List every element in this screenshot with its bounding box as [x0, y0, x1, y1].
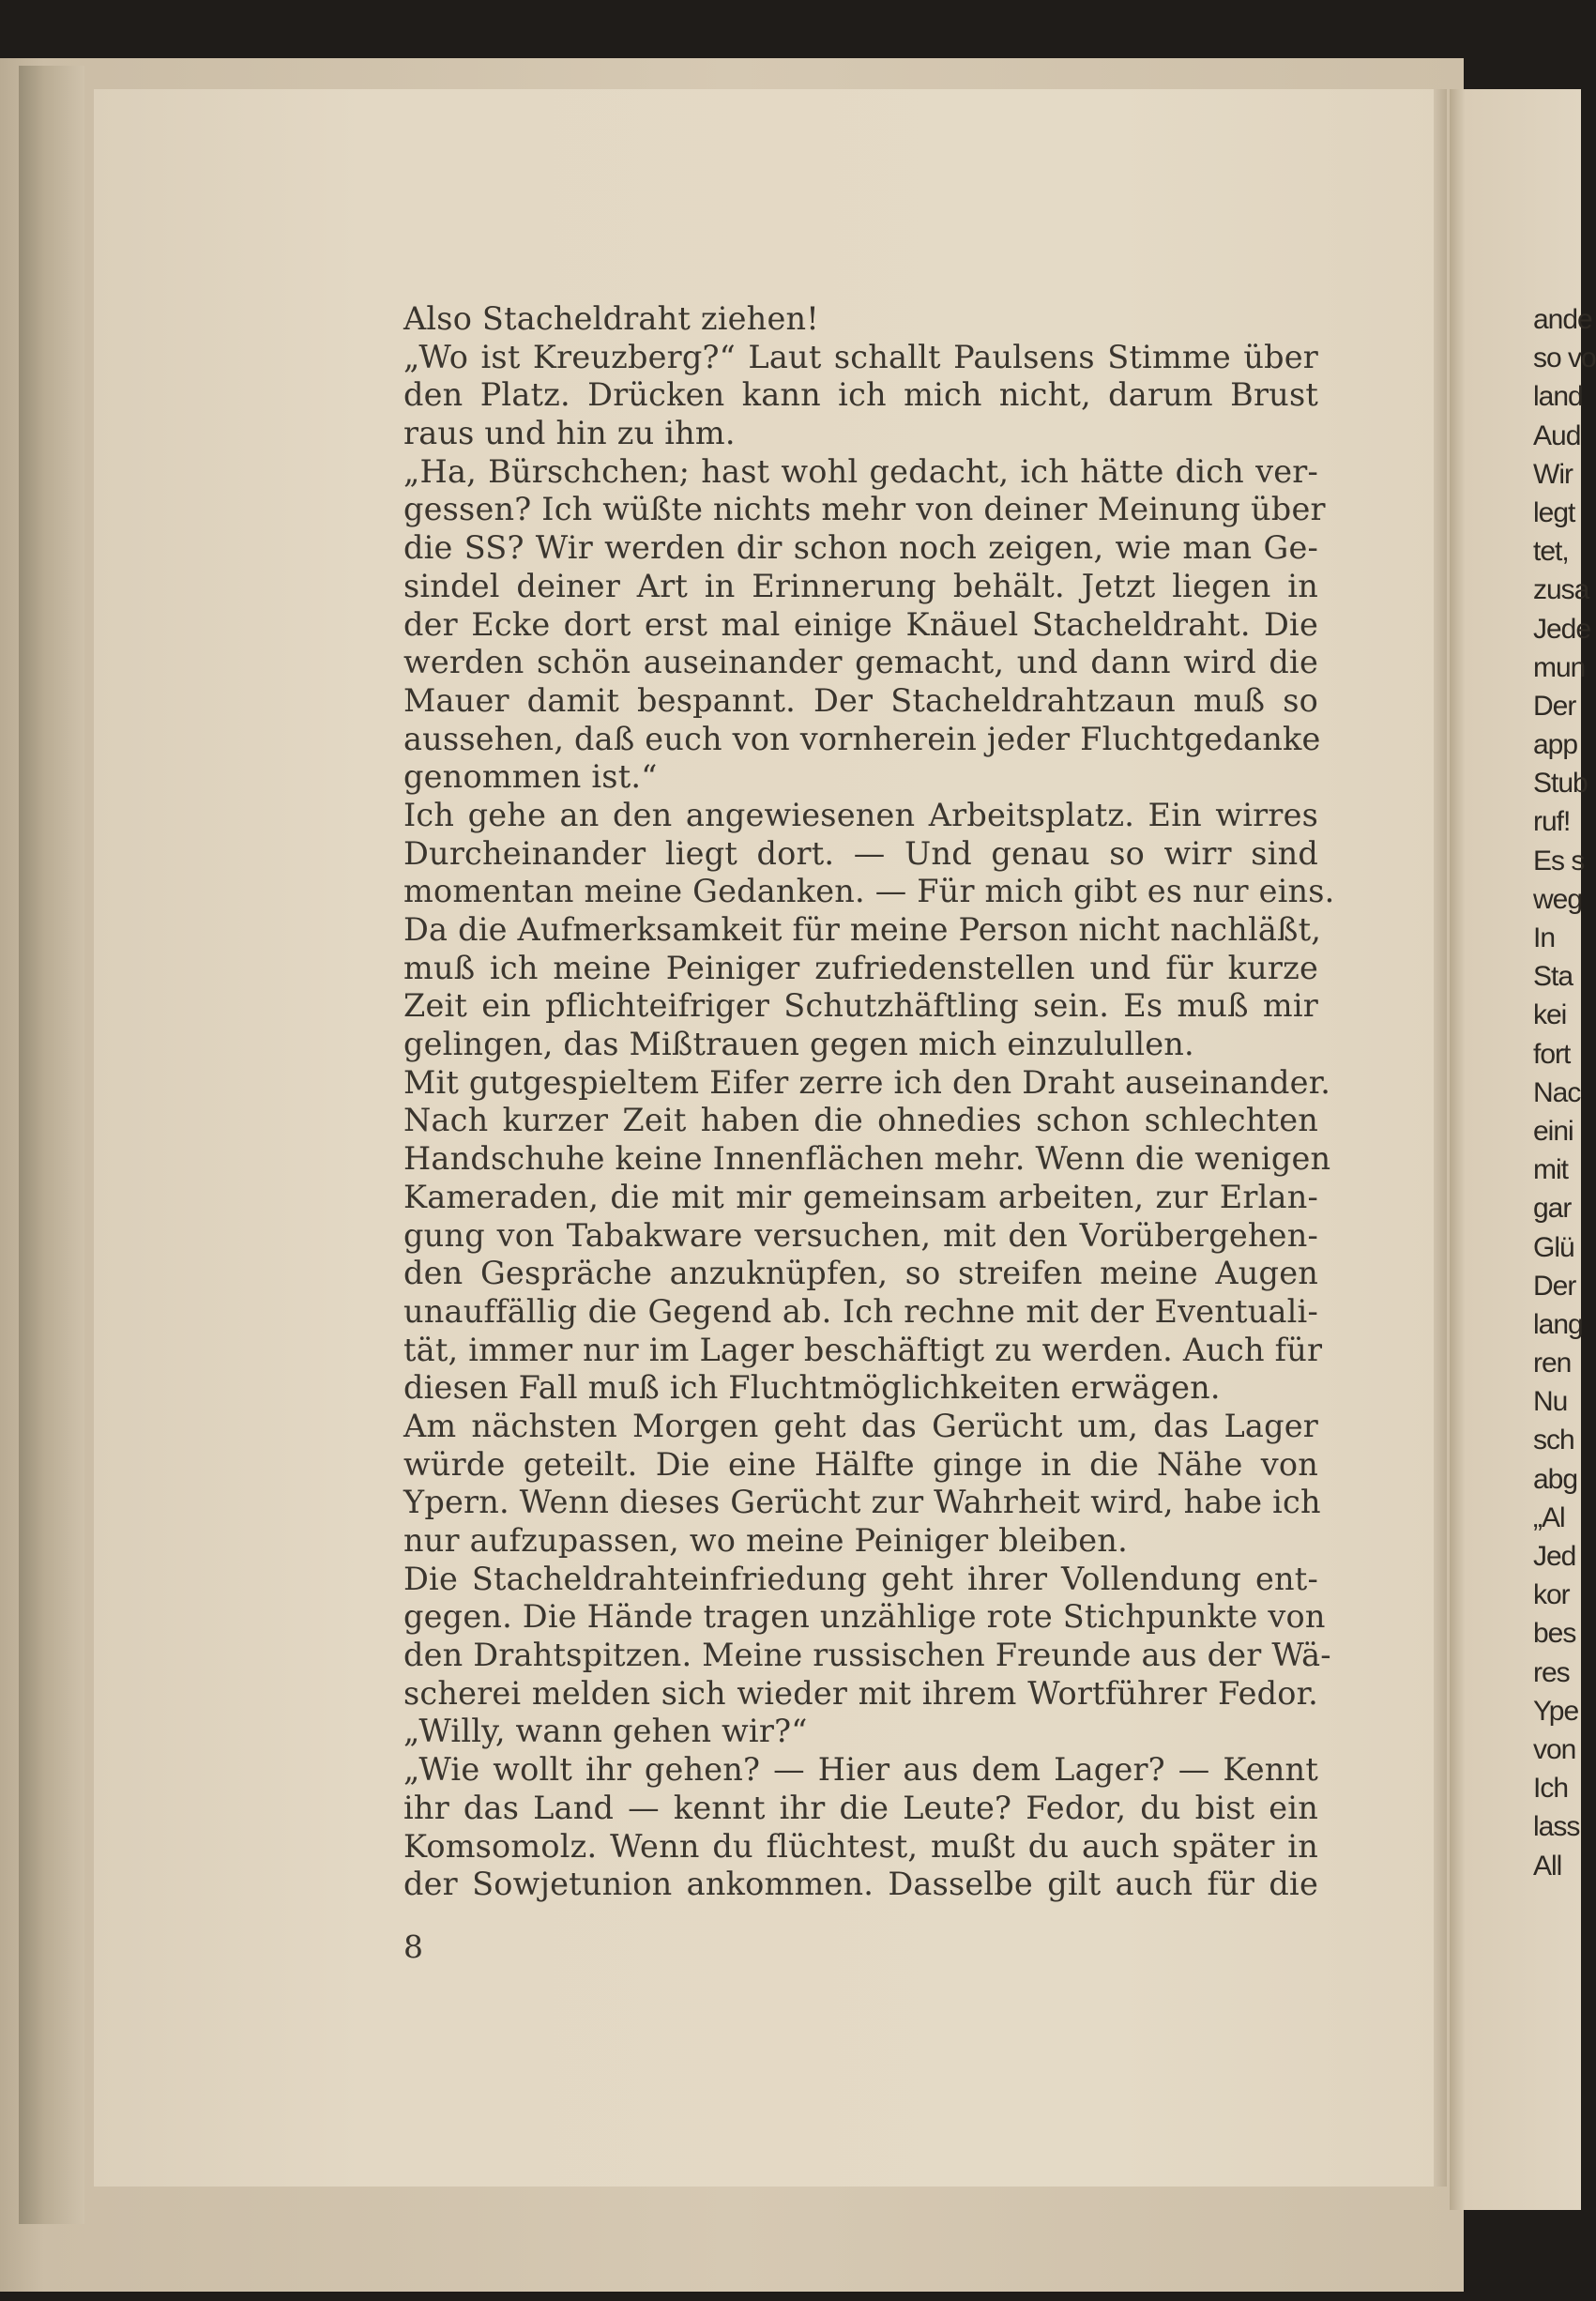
facing-page-fragment: kor [1533, 1579, 1570, 1611]
facing-page-fragment: ruf! [1533, 806, 1571, 838]
facing-page-fragment: zusa [1533, 574, 1589, 606]
facing-page-fragment: fort [1533, 1038, 1571, 1070]
facing-page-fragment: tet, [1533, 536, 1569, 568]
text-line: unauffällig die Gegend ab. Ich rechne mit der Eventuali- [403, 1292, 1318, 1330]
facing-page-fragment: Wir [1533, 458, 1573, 490]
text-line: gegen. Die Hände tragen unzählige rote Stichpunkte von [403, 1598, 1326, 1636]
facing-page-fragment: Nac [1533, 1076, 1581, 1108]
text-line: „Willy, wann gehen wir?“ [403, 1713, 808, 1750]
facing-page-fragment: mit [1533, 1154, 1568, 1186]
facing-page-fragment: Glü [1533, 1231, 1574, 1263]
text-line: raus und hin zu ihm. [403, 415, 736, 452]
facing-page-fragment: app [1533, 729, 1578, 761]
text-line: diesen Fall muß ich Fluchtmöglichkeiten erwägen. [403, 1369, 1221, 1407]
text-line: die SS? Wir werden dir schon noch zeigen, wie man Ge- [403, 529, 1318, 567]
text-line: Da die Aufmerksamkeit für meine Person nicht nachläßt, [403, 911, 1322, 948]
text-line: gung von Tabakware versuchen, mit den Vorübergehen- [403, 1216, 1318, 1254]
text-line: scherei melden sich wieder mit ihrem Wortführer Fedor. [403, 1674, 1318, 1712]
facing-page-fragment: kei [1533, 999, 1567, 1031]
facing-page-fragment: gar [1533, 1193, 1572, 1225]
text-line: „Wie wollt ihr gehen? — Hier aus dem Lager? — Kennt [403, 1751, 1318, 1789]
facing-page-fragment: abg [1533, 1463, 1578, 1495]
facing-page-fragment: Aud [1533, 419, 1581, 451]
text-line: würde geteilt. Die eine Hälfte ginge in die Nähe von [403, 1445, 1318, 1483]
text-line: „Ha, Bürschchen; hast wohl gedacht, ich hätte dich ver- [403, 452, 1318, 490]
page-gutter [1434, 89, 1447, 2187]
text-line: den Platz. Drücken kann ich mich nicht, darum Brust [403, 376, 1318, 414]
facing-page-fragment: ande [1533, 304, 1592, 335]
text-line: momentan meine Gedanken. — Für mich gibt es nur eins. [403, 873, 1335, 910]
facing-page-fragment: Stub [1533, 768, 1588, 800]
text-line: genommen ist.“ [403, 758, 658, 796]
text-line: Mit gutgespieltem Eifer zerre ich den Draht auseinander. [403, 1063, 1331, 1101]
text-line: nur aufzupassen, wo meine Peiniger bleiben. [403, 1522, 1128, 1559]
text-line: Durcheinander liegt dort. — Und genau so wirr sind [403, 834, 1318, 872]
facing-page-fragment: Jed [1533, 1541, 1576, 1572]
text-line: der Ecke dort erst mal einige Knäuel Stacheldraht. Die [403, 605, 1318, 643]
facing-page-fragment: Der [1533, 1270, 1576, 1302]
facing-page-fragment: Ype [1533, 1695, 1579, 1727]
binding-shadow [19, 66, 84, 2224]
facing-page-fragment: lang [1533, 1308, 1583, 1340]
facing-page-fragment: weg [1533, 883, 1583, 915]
facing-page-fragment: eini [1533, 1115, 1573, 1147]
facing-page-fragment: res [1533, 1656, 1570, 1688]
facing-page-text-fragments [1533, 300, 1596, 1885]
text-line: gessen? Ich wüßte nichts mehr von deiner Meinung über [403, 491, 1326, 528]
facing-page-fragment: von [1533, 1733, 1576, 1765]
facing-page-fragment: lass [1533, 1811, 1580, 1843]
text-line: Die Stacheldrahteinfriedung geht ihrer Vollendung ent- [403, 1560, 1318, 1597]
text-line: den Drahtspitzen. Meine russischen Freunde aus der Wä- [403, 1637, 1331, 1674]
text-line: muß ich meine Peiniger zufriedenstellen und für kurze [403, 949, 1318, 986]
text-line: den Gespräche anzuknüpfen, so streifen meine Augen [403, 1255, 1318, 1292]
text-line: sindel deiner Art in Erinnerung behält. Jetzt liegen in [403, 567, 1318, 604]
facing-page-fragment: Der [1533, 690, 1576, 722]
facing-page-fragment: legt [1533, 496, 1575, 528]
facing-page-fragment: so vo [1533, 343, 1596, 374]
facing-page-fragment: mun [1533, 651, 1586, 683]
text-line: tät, immer nur im Lager beschäftigt zu werden. Auch für [403, 1331, 1323, 1368]
text-line: Am nächsten Morgen geht das Gerücht um, das Lager [403, 1407, 1318, 1444]
text-line: Also Stacheldraht ziehen! [403, 300, 819, 337]
text-line: Mauer damit bespannt. Der Stacheldrahtzaun muß so [403, 681, 1318, 719]
text-line: aussehen, daß euch von vornherein jeder Fluchtgedanke [403, 720, 1321, 757]
text-line: Zeit ein pflichteifriger Schutzhäftling sein. Es muß mir [403, 987, 1318, 1025]
text-line: „Wo ist Kreuzberg?“ Laut schallt Paulsens Stimme über [403, 338, 1318, 375]
text-line: Ypern. Wenn dieses Gerücht zur Wahrheit wird, habe ich [403, 1484, 1321, 1521]
page-body-text [403, 300, 1335, 1904]
facing-page-fragment: land [1533, 381, 1583, 413]
facing-page-fragment: All [1533, 1850, 1562, 1882]
facing-page-fragment: ren [1533, 1348, 1572, 1379]
text-line: werden schön auseinander gemacht, und dann wird die [403, 644, 1318, 681]
text-line: Ich gehe an den angewiesenen Arbeitsplatz. Ein wirres [403, 796, 1318, 833]
text-line: ihr das Land — kennt ihr die Leute? Fedor, du bist ein [403, 1789, 1318, 1826]
text-line: Handschuhe keine Innenflächen mehr. Wenn die wenigen [403, 1140, 1331, 1178]
text-line: Komsomolz. Wenn du flüchtest, mußt du auch später in [403, 1827, 1318, 1865]
facing-page-fragment: In [1533, 922, 1556, 953]
facing-page-fragment: Nu [1533, 1386, 1568, 1418]
page-number: 8 [403, 1928, 423, 1965]
text-line: der Sowjetunion ankommen. Dasselbe gilt auch für die [403, 1866, 1318, 1903]
facing-page-fragment: „Al [1533, 1501, 1565, 1533]
text-line: Nach kurzer Zeit haben die ohnedies schon schlechten [403, 1102, 1318, 1139]
text-line: gelingen, das Mißtrauen gegen mich einzulullen. [403, 1026, 1194, 1063]
facing-page-fragment: bes [1533, 1618, 1576, 1650]
facing-page-fragment: Jede [1533, 613, 1591, 645]
facing-page-fragment: Sta [1533, 961, 1573, 993]
facing-page-fragment: Es s [1533, 845, 1585, 876]
text-line: Kameraden, die mit mir gemeinsam arbeiten, zur Erlan- [403, 1178, 1318, 1215]
facing-page-fragment: Ich [1533, 1773, 1569, 1805]
facing-page-fragment: sch [1533, 1425, 1574, 1456]
